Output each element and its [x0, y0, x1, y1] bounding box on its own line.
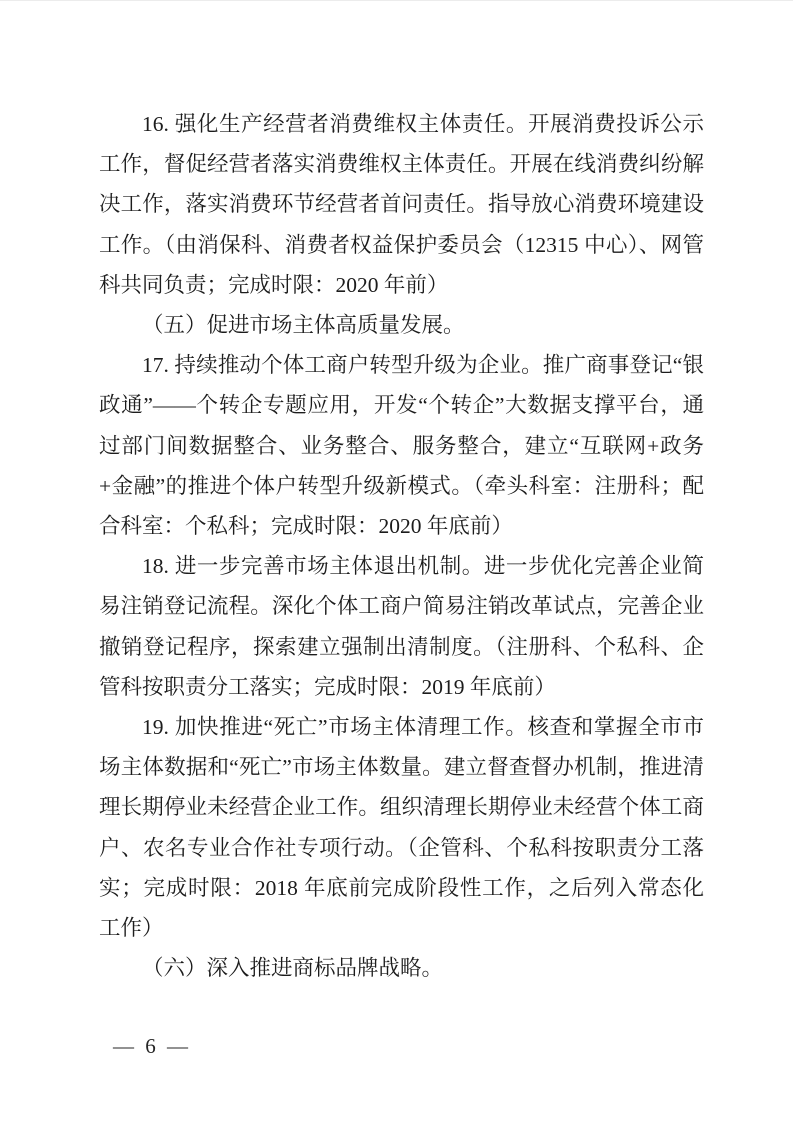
numbered-paragraph: 17. 持续推动个体工商户转型升级为企业。推广商事登记“银政通”——个转企专题应用，开发“个转企”大数据支撑平台，通过部门间数据整合、业务整合、服务整合，建立“互联网+政务+金融”的推进个体户转型升级新模式。（牵头科室：注册科；配合科室：个私科；完成时限：2020 年底前）	[99, 353, 704, 539]
numbered-paragraph: 18. 进一步完善市场主体退出机制。进一步优化完善企业简易注销登记流程。深化个体工商户简易注销改革试点，完善企业撤销登记程序，探索建立强制出清制度。（注册科、个私科、企管科按职责分工落实；完成时限：2019 年底前）	[99, 554, 704, 699]
page-footer	[113, 1033, 191, 1059]
page-number: — 6 —	[113, 1034, 191, 1058]
numbered-paragraph: 19. 加快推进“死亡”市场主体清理工作。核查和掌握全市市场主体数据和“死亡”市场主体数量。建立督查督办机制，推进清理长期停业未经营企业工作。组织清理长期停业未经营个体工商户、农名专业合作社专项行动。（企管科、个私科按职责分工落实；完成时限：2018 年底前完成阶段性工作，之后列入常态化工作）	[99, 715, 704, 941]
numbered-paragraph: 16. 强化生产经营者消费维权主体责任。开展消费投诉公示工作，督促经营者落实消费维权主体责任。开展在线消费纠纷解决工作，落实消费环节经营者首问责任。指导放心消费环境建设工作。（由消保科、消费者权益保护委员会（12315 中心）、网管科共同负责；完成时限：2020 年前）	[99, 112, 704, 297]
document-body	[99, 104, 704, 988]
section-heading: （六）深入推进商标品牌战略。	[142, 956, 444, 981]
section-heading: （五）促进市场主体高质量发展。	[142, 313, 465, 338]
